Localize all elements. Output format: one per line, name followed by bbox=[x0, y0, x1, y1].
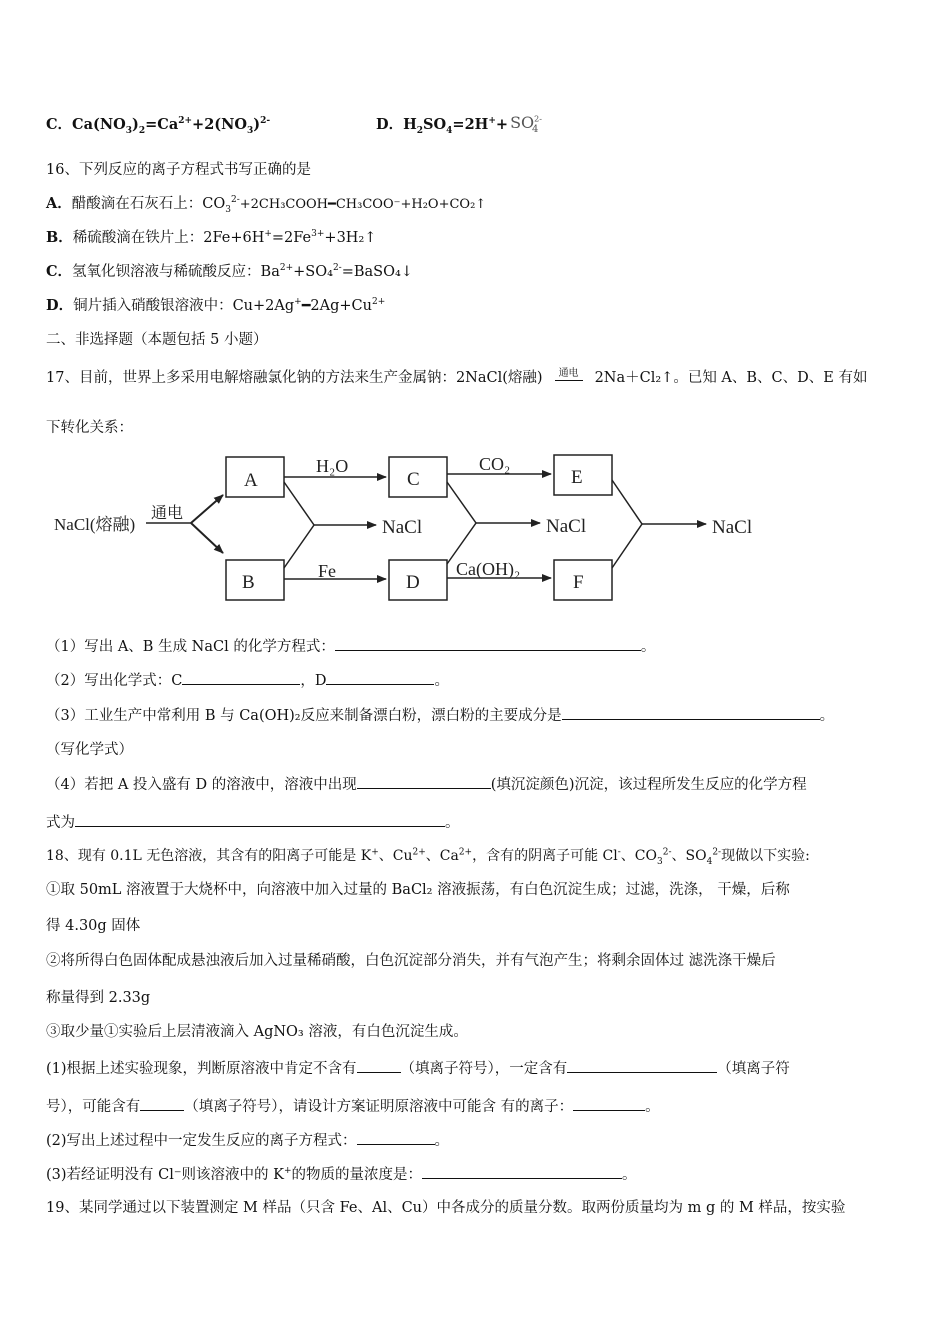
experiment-step-2: ②将所得白色固体配成悬浊液后加入过量稀硝酸，白色沉淀部分消失，并有气泡产生；将剩余固体过 滤洗涤干燥后 bbox=[46, 953, 776, 969]
experiment-step-1b: 得 4.30g 固体 bbox=[46, 918, 141, 934]
question-17-part-2: （2）写出化学式：C ，D 。 bbox=[46, 670, 449, 691]
nacl-product-1: NaCl bbox=[382, 517, 423, 538]
question-18-part-2: (2)写出上述过程中一定发生反应的离子方程式： 。 bbox=[46, 1130, 449, 1151]
answer-blank[interactable] bbox=[357, 774, 491, 789]
answer-blank[interactable] bbox=[140, 1096, 184, 1111]
question-17-part-4: （4）若把 A 投入盛有 D 的溶液中，溶液中出现 (填沉淀颜色)沉淀，该过程所发生反应的化学方程 bbox=[46, 774, 807, 795]
question-19-intro: 19、某同学通过以下装置测定 M 样品（只含 Fe、Al、Cu）中各成分的质量分数。取两份质量均为 m g 的 M 样品，按实验 bbox=[46, 1200, 846, 1216]
option-16c: C．氢氧化钡溶液与稀硫酸反应：$Ba^{2+}+SO_4^{2-}=BaSO_4↓$ bbox=[46, 263, 413, 280]
box-e-label: E bbox=[571, 467, 583, 488]
answer-blank[interactable] bbox=[357, 1130, 435, 1145]
answer-blank[interactable] bbox=[562, 705, 820, 720]
experiment-step-2b: 称量得到 2.33g bbox=[46, 990, 151, 1006]
caoh2-label: Ca(OH)₂ bbox=[456, 559, 521, 579]
question-18-part-3: (3)若经证明没有 Cl⁻则该溶液中的 K+的物质的量浓度是： 。 bbox=[46, 1164, 637, 1185]
box-e bbox=[554, 455, 612, 495]
experiment-step-1: ①取 50mL 溶液置于大烧杯中，向溶液中加入过量的 BaCl₂ 溶液振荡，有白色沉淀生成；过滤，洗涤， 干燥，后称 bbox=[46, 882, 790, 898]
box-c-label: C bbox=[407, 469, 420, 490]
question-18-part-1: (1)根据上述实验现象，判断原溶液中肯定不含有 （填离子符号），一定含有 （填离子符 bbox=[46, 1058, 790, 1079]
section-title: 二、非选择题（本题包括 5 小题） bbox=[46, 332, 268, 348]
h2o-label: H₂O bbox=[316, 456, 349, 476]
question-18-part-1b: 号），可能含有 （填离子符号），请设计方案证明原溶液中可能含 有的离子： 。 bbox=[46, 1096, 660, 1117]
co2-label: CO₂ bbox=[479, 454, 511, 474]
experiment-step-3: ③取少量①实验后上层清液滴入 AgNO₃ 溶液，有白色沉淀生成。 bbox=[46, 1024, 468, 1040]
question-17-intro-cont: 下转化关系： bbox=[46, 420, 133, 436]
answer-blank[interactable] bbox=[357, 1058, 401, 1073]
option-16b: B．稀硫酸滴在铁片上：$2Fe+6H^+=2Fe^{3+}+3H_2↑$ bbox=[46, 229, 377, 246]
option-15c: C．$Ca(NO_3)_2=Ca^{2+}+2(NO_3)^{2-}$ bbox=[46, 116, 271, 136]
question-17-part-1: （1）写出 A、B 生成 NaCl 的化学方程式： 。 bbox=[46, 636, 655, 657]
answer-blank[interactable] bbox=[335, 636, 641, 651]
option-15d: D．$H_2SO_4=2H^++$ $SO^{2-}_4$ bbox=[376, 115, 546, 135]
box-a-label: A bbox=[244, 470, 258, 491]
option-16a: A．醋酸滴在石灰石上：$CO_3^{2-}+2CH_3COOH━CH_3COO^-+H_2O+CO_2↑$ bbox=[46, 195, 487, 215]
answer-blank[interactable] bbox=[573, 1096, 645, 1111]
reaction-condition: 通电 bbox=[555, 368, 583, 381]
option-16d: D．铜片插入硝酸银溶液中：$Cu+2Ag^+━2Ag+Cu^{2+}$ bbox=[46, 297, 386, 314]
answer-blank[interactable] bbox=[326, 670, 434, 685]
answer-blank[interactable] bbox=[422, 1164, 622, 1179]
question-17-part-4b: 式为 。 bbox=[46, 812, 460, 833]
question-17-part-3b: （写化学式） bbox=[46, 742, 133, 758]
question-17-intro: 17、目前，世界上多采用电解熔融氯化钠的方法来生产金属钠：2NaCl(熔融) 通电 2Na＋Cl₂↑。已知 A、B、C、D、E 有如 bbox=[46, 368, 868, 386]
box-b bbox=[226, 560, 284, 600]
fe-label: Fe bbox=[318, 561, 336, 581]
answer-blank[interactable] bbox=[567, 1058, 717, 1073]
question-16-title: 16、下列反应的离子方程式书写正确的是 bbox=[46, 162, 311, 178]
question-17-part-3: （3）工业生产中常利用 B 与 Ca(OH)₂反应来制备漂白粉，漂白粉的主要成分是 。 bbox=[46, 705, 834, 726]
nacl-molten-label: NaCl(熔融) bbox=[54, 515, 136, 534]
electrolysis-label: 通电 bbox=[151, 505, 184, 522]
nacl-product-3: NaCl bbox=[712, 517, 753, 538]
sulfate-formula: $SO^{2-}_4$ bbox=[510, 113, 542, 136]
question-18-intro: 18、现有 0.1L 无色溶液，其含有的阳离子可能是 K+、$Cu^{2+}$、$Ca^{2+}$，含有的阴离子可能 Cl-、$CO_3^{2-}$、$SO_4^{2-}$现做以下实验: bbox=[46, 847, 810, 867]
answer-blank[interactable] bbox=[182, 670, 300, 685]
nacl-product-2: NaCl bbox=[546, 516, 587, 537]
conversion-diagram bbox=[46, 450, 786, 608]
box-d-label: D bbox=[406, 572, 420, 593]
box-f-label: F bbox=[573, 572, 584, 593]
box-b-label: B bbox=[242, 572, 255, 593]
answer-blank[interactable] bbox=[75, 812, 445, 827]
